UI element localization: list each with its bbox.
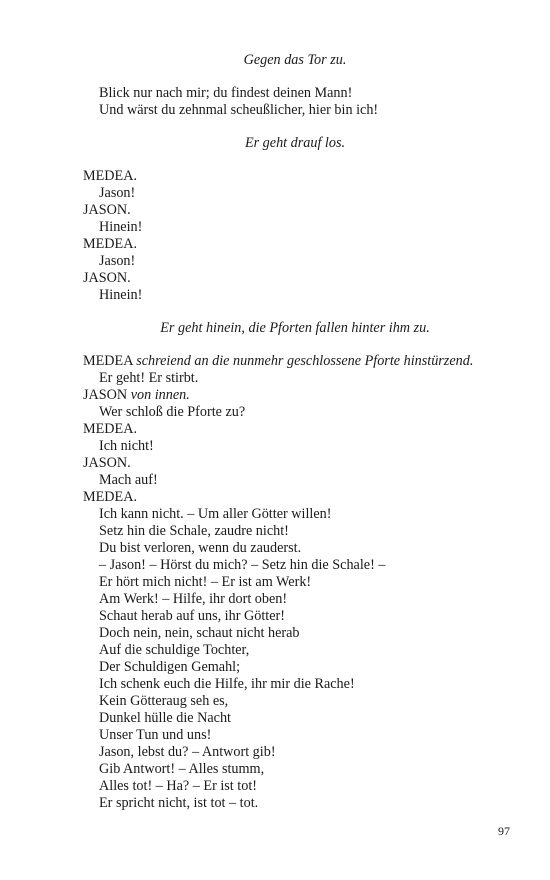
verse-line: Kein Götteraug seh es,: [99, 693, 229, 709]
verse-line: Am Werk! – Hilfe, ihr dort oben!: [99, 591, 288, 607]
verse-line: Hinein!: [99, 219, 143, 235]
verse-line: Ich kann nicht. – Um aller Götter willen!: [99, 506, 332, 522]
stage-direction: Gegen das Tor zu.: [243, 52, 347, 68]
verse-line: Jason!: [99, 253, 136, 269]
speaker-name: MEDEA.: [83, 421, 137, 437]
verse-line: Unser Tun und uns!: [99, 727, 212, 743]
verse-line: Blick nur nach mir; du findest deinen Mann!: [99, 85, 353, 101]
verse-line: Mach auf!: [99, 472, 158, 488]
speaker-name: JASON.: [83, 455, 131, 471]
inline-stage-direction: von innen.: [130, 387, 190, 403]
verse-line: Ich schenk euch die Hilfe, ihr mir die Rache!: [99, 676, 355, 692]
verse-line: Setz hin die Schale, zaudre nicht!: [99, 523, 289, 539]
speaker-name: JASON.: [83, 270, 131, 286]
speaker-name: JASON.: [83, 202, 131, 218]
speaker-name: MEDEA: [83, 353, 133, 369]
speaker-name: MEDEA.: [83, 489, 137, 505]
verse-line: Jason!: [99, 185, 136, 201]
speaker-name: MEDEA.: [83, 236, 137, 252]
verse-line: – Jason! – Hörst du mich? – Setz hin die Schale! –: [99, 557, 386, 573]
verse-line: Er geht! Er stirbt.: [99, 370, 199, 386]
stage-direction: Er geht hinein, die Pforten fallen hinter ihm zu.: [160, 320, 430, 336]
verse-line: Er spricht nicht, ist tot – tot.: [99, 795, 259, 811]
verse-line: Und wärst du zehnmal scheußlicher, hier bin ich!: [99, 102, 379, 118]
verse-line: Er hört mich nicht! – Er ist am Werk!: [99, 574, 312, 590]
verse-line: Wer schloß die Pforte zu?: [99, 404, 246, 420]
verse-line: Du bist verloren, wenn du zauderst.: [99, 540, 302, 556]
verse-line: Doch nein, nein, schaut nicht herab: [99, 625, 300, 641]
verse-line: Hinein!: [99, 287, 143, 303]
speaker-name: MEDEA.: [83, 168, 137, 184]
verse-line: Jason, lebst du? – Antwort gib!: [99, 744, 276, 760]
verse-line: Alles tot! – Ha? – Er ist tot!: [99, 778, 258, 794]
speaker-name: JASON: [83, 387, 128, 403]
page-number: 97: [498, 824, 510, 838]
verse-line: Auf die schuldige Tochter,: [99, 642, 250, 658]
verse-line: Gib Antwort! – Alles stumm,: [99, 761, 265, 777]
verse-line: Schaut herab auf uns, ihr Götter!: [99, 608, 285, 624]
speaker-with-direction: [83, 353, 473, 370]
verse-line: Dunkel hülle die Nacht: [99, 710, 231, 726]
verse-line: Ich nicht!: [99, 438, 154, 454]
speaker-with-direction: [83, 387, 190, 404]
verse-line: Der Schuldigen Gemahl;: [99, 659, 241, 675]
stage-direction: Er geht drauf los.: [244, 135, 346, 151]
inline-stage-direction: schreiend an die nunmehr geschlossene Pforte hinstürzend.: [136, 353, 474, 369]
